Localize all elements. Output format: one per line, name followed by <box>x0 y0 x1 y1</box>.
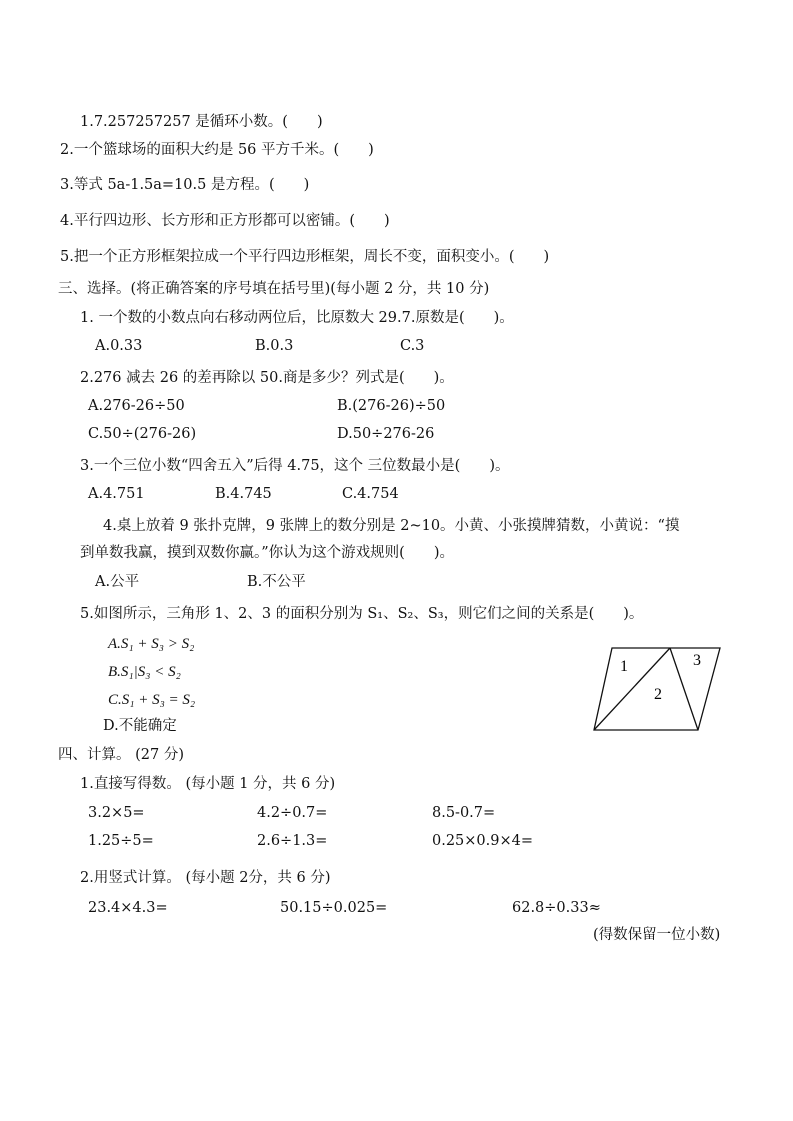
q4-stem-line2: 到单数我赢，摸到双数你赢。”你认为这个游戏规则( )。 <box>80 545 454 561</box>
q5-option-b: B.S₁|S₃ < S₂ <box>108 664 181 680</box>
q5-option-d: D.不能确定 <box>103 718 177 734</box>
q2-option-b: B.(276-26)÷50 <box>337 398 446 414</box>
q3-option-c: C.4.754 <box>342 486 399 502</box>
q2-option-d: D.50÷276-26 <box>337 426 435 442</box>
q4-option-a: A.公平 <box>95 574 140 590</box>
q4-option-b: B.不公平 <box>247 574 306 590</box>
rounding-note: (得数保留一位小数) <box>593 927 721 943</box>
calc-item: 4.2÷0.7= <box>257 805 328 821</box>
q1-stem: 1. 一个数的小数点向右移动两位后，比原数大 29.7.原数是( )。 <box>80 310 514 326</box>
calc-item: 1.25÷5= <box>88 833 154 849</box>
q1-option-c: C.3 <box>400 338 425 354</box>
q1-option-a: A.0.33 <box>95 338 143 354</box>
q3-option-b: B.4.745 <box>215 486 272 502</box>
truefalse-item-2: 2.一个篮球场的面积大约是 56 平方千米。( ) <box>60 142 374 158</box>
q2-stem: 2.276 减去 26 的差再除以 50.商是多少？列式是( )。 <box>80 370 454 386</box>
section4-heading: 四、计算。 (27 分) <box>58 747 184 763</box>
triangle-label-3: 3 <box>693 652 701 669</box>
q2-option-a: A.276-26÷50 <box>88 398 185 414</box>
q5-option-a: A.S₁ + S₃ > S₂ <box>108 636 195 652</box>
parallelogram-figure <box>590 642 725 734</box>
triangle-label-2: 2 <box>654 686 662 703</box>
truefalse-item-5: 5.把一个正方形框架拉成一个平行四边形框架，周长不变，面积变小。( ) <box>60 249 550 265</box>
calc-item: 8.5-0.7= <box>432 805 496 821</box>
calc-part2-title: 2.用竖式计算。 (每小题 2分，共 6 分) <box>80 870 331 886</box>
q3-stem: 3.一个三位小数“四舍五入”后得 4.75，这个 三位数最小是( )。 <box>80 458 510 474</box>
calc-item: 2.6÷1.3= <box>257 833 328 849</box>
q4-stem-line1: 4.桌上放着 9 张扑克牌，9 张牌上的数分别是 2~10。小黄、小张摸牌猜数，小黄说：“摸 <box>103 518 680 534</box>
calc-item: 3.2×5= <box>88 805 145 821</box>
vertical-calc-item: 62.8÷0.33≈ <box>512 900 601 916</box>
truefalse-item-3: 3.等式 5a-1.5a=10.5 是方程。( ) <box>60 177 310 193</box>
vertical-calc-item: 50.15÷0.025= <box>280 900 388 916</box>
q5-option-c: C.S₁ + S₃ = S₂ <box>108 692 196 708</box>
section3-heading: 三、选择。(将正确答案的序号填在括号里)(每小题 2 分，共 10 分) <box>58 281 490 297</box>
q1-option-b: B.0.3 <box>255 338 294 354</box>
calc-part1-title: 1.直接写得数。 (每小题 1 分，共 6 分) <box>80 776 336 792</box>
q5-stem: 5.如图所示，三角形 1、2、3 的面积分别为 S₁、S₂、S₃，则它们之间的关系是( )。 <box>80 606 644 622</box>
triangle-label-1: 1 <box>620 658 628 675</box>
q2-option-c: C.50÷(276-26) <box>88 426 197 442</box>
truefalse-item-4: 4.平行四边形、长方形和正方形都可以密铺。( ) <box>60 213 390 229</box>
vertical-calc-item: 23.4×4.3= <box>88 900 168 916</box>
q3-option-a: A.4.751 <box>88 486 145 502</box>
calc-item: 0.25×0.9×4= <box>432 833 534 849</box>
truefalse-item-1: 1.7.257257257 是循环小数。( ) <box>80 114 323 130</box>
